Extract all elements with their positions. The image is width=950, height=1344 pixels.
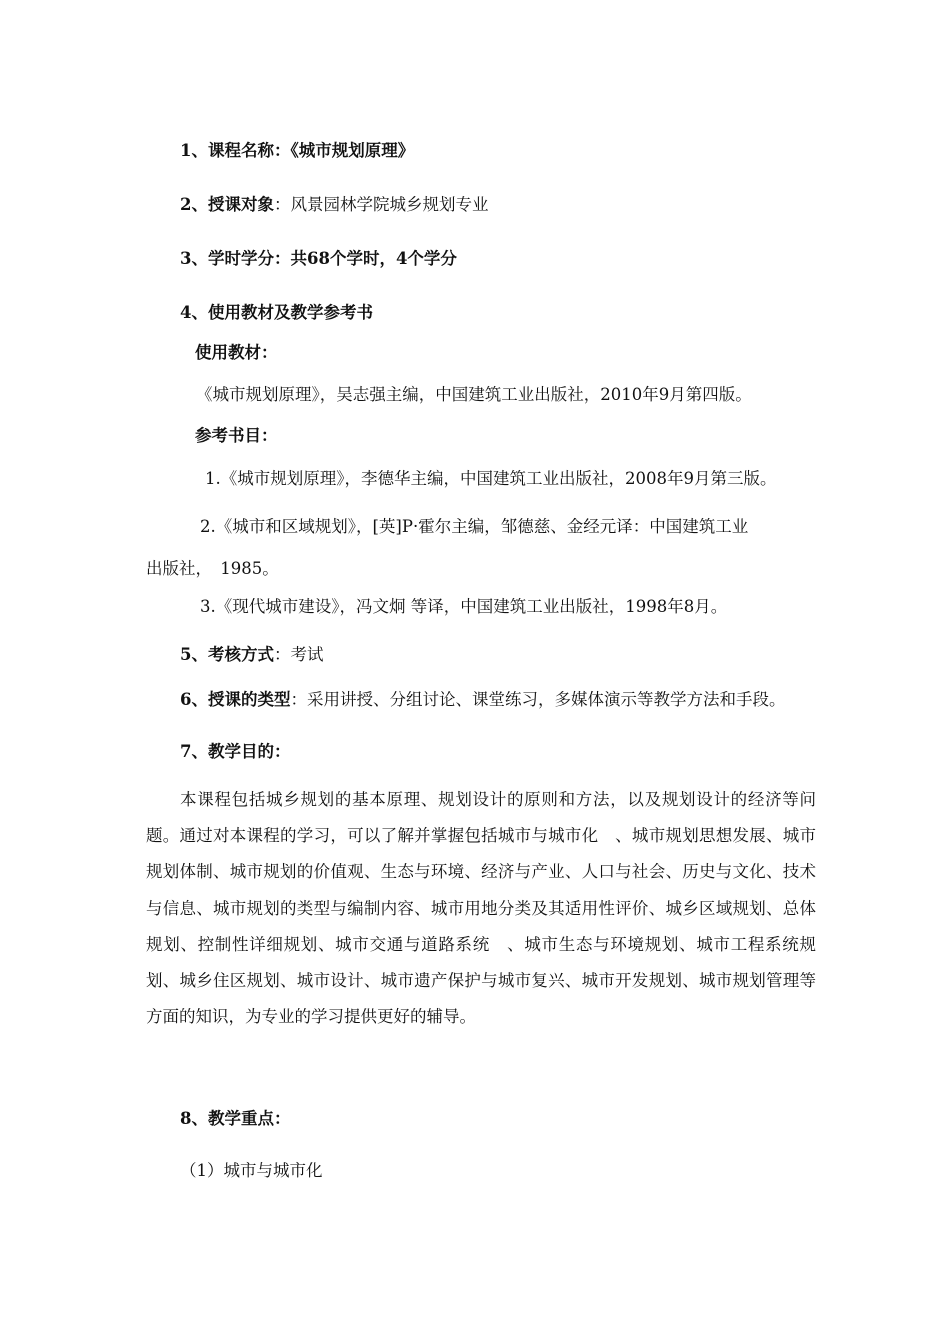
- exam-label: 5、考核方式: [180, 645, 274, 664]
- teaching-type-value: 采用讲授、分组讨论、课堂练习，多媒体演示等教学方法和手段。: [306, 690, 786, 709]
- reference-item: 1.《城市规划原理》，李德华主编，中国建筑工业出版社，2008年9月第三版。: [205, 469, 777, 488]
- textbook-entry: 《城市规划原理》，吴志强主编，中国建筑工业出版社，2010年9月第四版。: [196, 385, 752, 404]
- teaching-type-label: 6、授课的类型: [180, 690, 291, 709]
- audience-label: 2、授课对象: [180, 195, 274, 214]
- purpose-heading: 7、教学目的：: [180, 742, 291, 761]
- hours-line: [180, 248, 457, 270]
- exam-value: 考试: [290, 645, 324, 664]
- textbooks-heading: 4、使用教材及教学参考书: [180, 303, 373, 322]
- hours-label: 3、学时学分：: [180, 249, 291, 268]
- reference-item: 3.《现代城市建设》，冯文炯 等译，中国建筑工业出版社，1998年8月。: [200, 597, 728, 616]
- audience-value: 风景园林学院城乡规划专业: [290, 195, 489, 214]
- reference-item: 2.《城市和区域规划》，[英]P·霍尔主编，邹德慈、金经元译：中国建筑工业: [200, 517, 749, 536]
- course-name-label: 1、课程名称：: [180, 141, 291, 160]
- purpose-paragraph: 本课程包括城乡规划的基本原理、规划设计的原则和方法，以及规划设计的经济等问题。通过对本课程的学习，可以了解并掌握包括城市与城市化 、城市规划思想发展、城市规划体制、城市规划的价值观、生态与环境、经济与产业、人口与社会、历史与文化、技术与信息、城市规划的类型与编制内容、城市用地分类及其适用性评价、城乡区域规划、总体规划、控制性详细规划、城市交通与道路系统 、城市生态与环境规划、城市工程系统规划、城乡住区规划、城市设计、城市遗产保护与城市复兴、城市开发规划、城市规划管理等方面的知识，为专业的学习提供更好的辅导。: [146, 790, 816, 1027]
- key-point-item: （1）城市与城市化: [180, 1161, 323, 1180]
- audience-colon: ：: [273, 195, 291, 214]
- teaching-type-line: [180, 689, 785, 711]
- teaching-type-colon: ：: [290, 690, 307, 709]
- audience-line: [180, 194, 488, 216]
- hours-value: 共68个学时，4个学分: [290, 249, 457, 268]
- textbook-label: 使用教材：: [195, 343, 278, 362]
- references-label: 参考书目：: [195, 426, 278, 445]
- key-points-heading: 8、教学重点：: [180, 1109, 291, 1128]
- exam-colon: ：: [273, 645, 291, 664]
- exam-line: [180, 644, 323, 666]
- course-name-line: [180, 140, 414, 162]
- course-name-value: 《城市规划原理》: [290, 141, 415, 160]
- reference-item-continuation: 出版社， 1985。: [146, 559, 279, 578]
